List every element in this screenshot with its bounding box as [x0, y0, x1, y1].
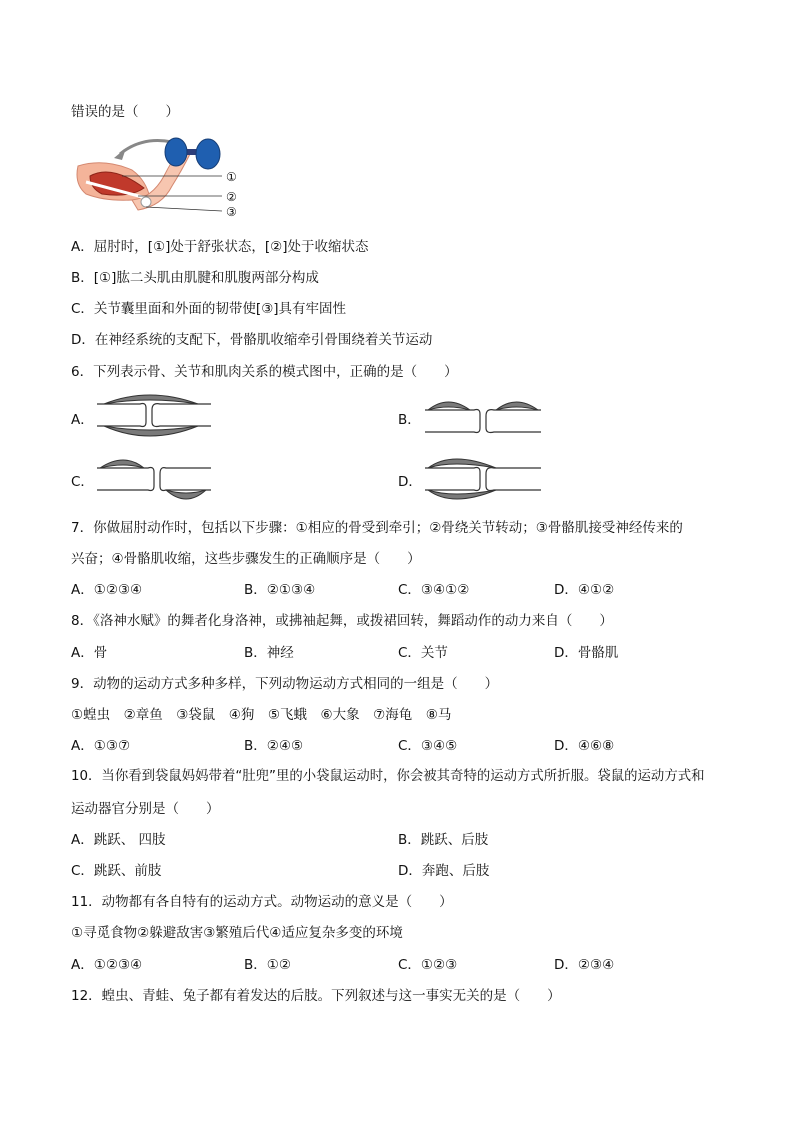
figure-label-3: ③ [226, 205, 237, 219]
figure-label-1: ① [226, 170, 237, 184]
q6-stem: 6．下列表示骨、关节和肌肉关系的模式图中，正确的是（ ） [71, 364, 458, 380]
q7-stem-line2: 兴奋；④骨骼肌收缩，这些步骤发生的正确顺序是（ ） [71, 551, 421, 567]
q7-option-b: B．②①③④ [244, 582, 316, 598]
q8-option-d: D．骨骼肌 [554, 645, 619, 661]
q6-option-c-letter: C． [71, 474, 94, 490]
q6-diagram-d [422, 450, 544, 512]
q11-items: ①寻觅食物②躲避敌害③繁殖后代④适应复杂多变的环境 [71, 925, 403, 941]
q11-option-b: B．①② [244, 957, 291, 973]
q9-option-b: B．②④⑤ [244, 738, 304, 754]
q6-diagram-c [94, 450, 214, 512]
q7-option-a: A．①②③④ [71, 582, 143, 598]
q5-option-a: A．屈肘时，[①]处于舒张状态，[②]处于收缩状态 [71, 239, 369, 255]
q10-stem-line1: 10．当你看到袋鼠妈妈带着“肚兜”里的小袋鼠运动时，你会被其奇特的运动方式所折服。袋鼠的运动方式和 [71, 769, 705, 784]
q10-option-d: D．奔跑、后肢 [398, 863, 490, 879]
q8-option-b: B．神经 [244, 645, 294, 661]
q7-option-c: C．③④①② [398, 582, 470, 598]
q6-diagram-a [94, 392, 214, 444]
q9-option-a: A．①③⑦ [71, 738, 131, 754]
q6-option-d-letter: D． [398, 474, 422, 490]
q10-stem-line2: 运动器官分别是（ ） [71, 801, 220, 817]
q5-stem-tail: 错误的是（ ） [71, 104, 179, 120]
q6-option-b-letter: B． [398, 412, 421, 428]
q5-option-b: B．[①]肱二头肌由肌腱和肌腹两部分构成 [71, 270, 319, 286]
q11-option-c: C．①②③ [398, 957, 458, 973]
q5-option-d: D．在神经系统的支配下，骨骼肌收缩牵引骨围绕着关节运动 [71, 332, 433, 348]
q6-diagram-b [422, 392, 544, 442]
q10-option-b: B．跳跃、后肢 [398, 832, 489, 848]
q9-option-d: D．④⑥⑧ [554, 738, 615, 754]
q11-option-a: A．①②③④ [71, 957, 143, 973]
q12-stem: 12．蝗虫、青蛙、兔子都有着发达的后肢。下列叙述与这一事实无关的是（ ） [71, 988, 561, 1004]
arm-muscle-figure [72, 136, 252, 222]
q8-stem: 8．《洛神水赋》的舞者化身洛神，或拂袖起舞，或拨裙回转，舞蹈动作的动力来自（ ） [71, 613, 613, 629]
q9-option-c: C．③④⑤ [398, 738, 458, 754]
q8-option-a: A．骨 [71, 645, 108, 661]
q7-stem-line1: 7．你做屈肘动作时，包括以下步骤：①相应的骨受到牵引；②骨绕关节转动；③骨骼肌接受神经传来的 [71, 520, 683, 536]
q7-option-d: D．④①② [554, 582, 615, 598]
q8-option-c: C．关节 [398, 645, 448, 661]
q11-option-d: D．②③④ [554, 957, 615, 973]
q6-option-a-letter: A． [71, 412, 94, 428]
q10-option-c: C．跳跃、前肢 [71, 863, 162, 879]
q9-items: ①蝗虫 ②章鱼 ③袋鼠 ④狗 ⑤飞蛾 ⑥大象 ⑦海龟 ⑧马 [71, 707, 452, 723]
q11-stem: 11．动物都有各自特有的运动方式。动物运动的意义是（ ） [71, 894, 453, 910]
q9-stem: 9．动物的运动方式多种多样，下列动物运动方式相同的一组是（ ） [71, 676, 499, 692]
figure-label-2: ② [226, 190, 237, 204]
q10-option-a: A．跳跃、 四肢 [71, 832, 166, 848]
q5-option-c: C．关节囊里面和外面的韧带使[③]具有牢固性 [71, 301, 347, 317]
